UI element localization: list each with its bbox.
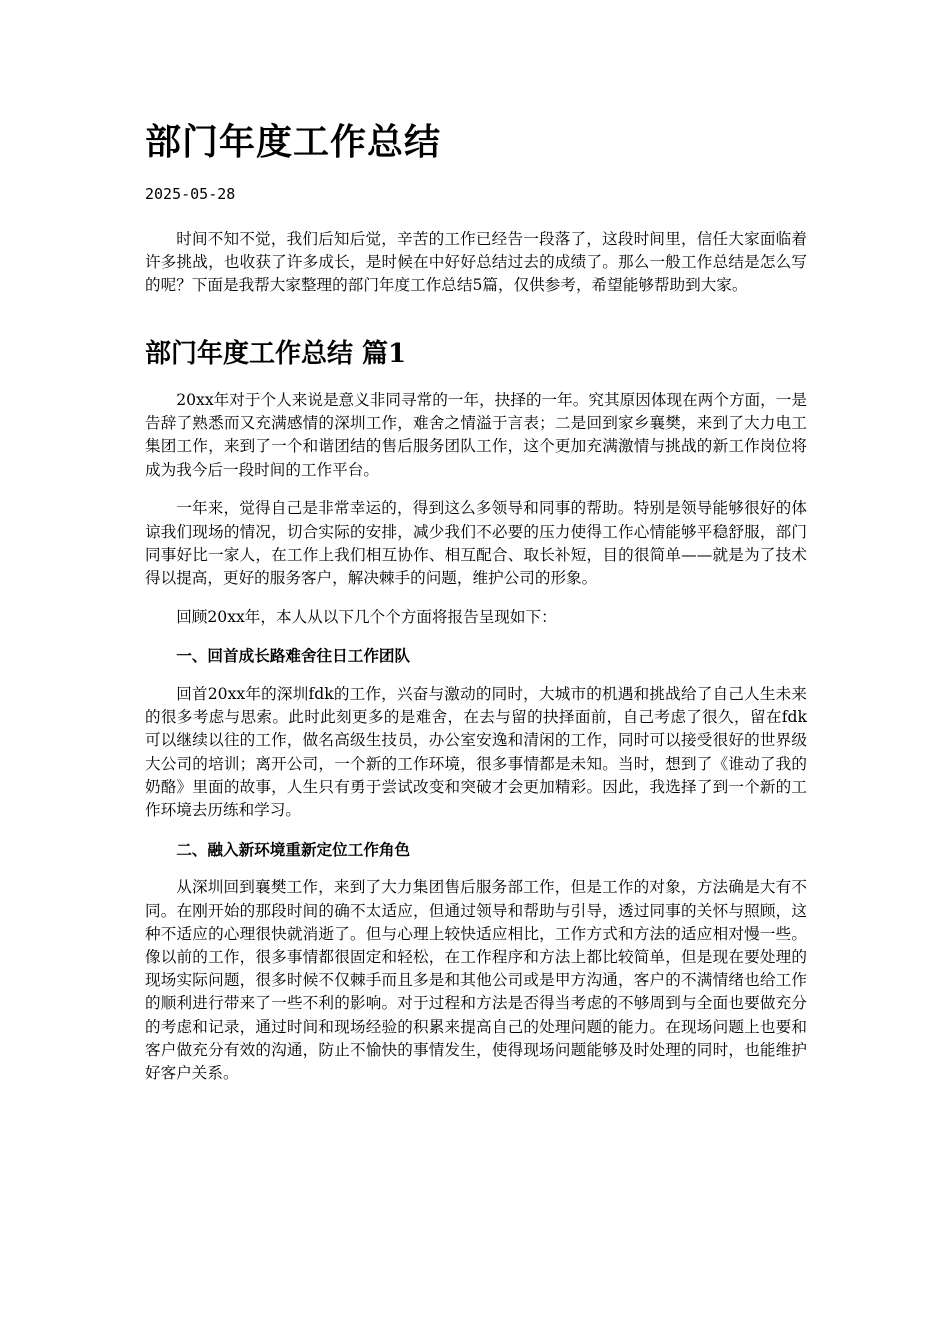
body-paragraph-5: 从深圳回到襄樊工作，来到了大力集团售后服务部工作，但是工作的对象，方法确是大有不同。在刚开始的那段时间的确不太适应，但通过领导和帮助与引导，透过同事的关怀与照顾，这种不适应的心理很快就消逝了。但与心理上较快适应相比，工作方式和方法的适应相对慢一些。像以前的工作，很多事情都很固定和轻松，在工作程序和方法上都比较简单，但是现在要处理的现场实际问题，很多时候不仅棘手而且多是和其他公司或是甲方沟通，客户的不满情绪也给工作的顺利进行带来了一些不利的影响。对于过程和方法是否得当考虑的不够周到与全面也要做充分的考虑和记录，通过时间和现场经验的积累来提高自己的处理问题的能力。在现场问题上也要和客户做充分有效的沟通，防止不愉快的事情发生，使得现场问题能够及时处理的同时，也能维护好客户关系。 — [145, 878, 807, 1083]
body-paragraph-2: 一年来，觉得自己是非常幸运的，得到这么多领导和同事的帮助。特别是领导能够很好的体谅我们现场的情况，切合实际的安排，减少我们不必要的压力使得工作心情能够平稳舒服，部门同事好比一家人，在工作上我们相互协作、相互配合、取长补短，目的很简单——就是为了技术得以提高，更好的服务客户，解决棘手的问题，维护公司的形象。 — [145, 499, 807, 587]
section-title: 部门年度工作总结 篇1 — [145, 339, 407, 369]
body-paragraph-4: 回首20xx年的深圳fdk的工作，兴奋与激动的同时，大城市的机遇和挑战给了自己人生未来的很多考虑与思索。此时此刻更多的是难舍，在去与留的抉择面前，自己考虑了很久，留在fdk可以继续以往的工作，做名高级生技员，办公室安逸和清闲的工作，同时可以接受很好的世界级大公司的培训；离开公司，一个新的工作环境，很多事情都是未知。当时，想到了《谁动了我的奶酪》里面的故事，人生只有勇于尝试改变和突破才会更加精彩。因此，我选择了到一个新的工作环境去历练和学习。 — [145, 685, 807, 820]
section-body — [145, 389, 807, 1101]
intro-paragraph: 时间不知不觉，我们后知后觉，辛苦的工作已经告一段落了，这段时间里，信任大家面临着许多挑战，也收获了许多成长，是时候在中好好总结过去的成绩了。那么一般工作总结是怎么写的呢？下面是我帮大家整理的部门年度工作总结5篇，仅供参考，希望能够帮助到大家。 — [145, 230, 807, 295]
document-title: 部门年度工作总结 — [145, 121, 442, 163]
body-paragraph-1: 20xx年对于个人来说是意义非同寻常的一年，抉择的一年。究其原因体现在两个方面，一是告辞了熟悉而又充满感情的深圳工作，难舍之情溢于言表；二是回到家乡襄樊，来到了大力电工集团工作，来到了一个和谐团结的售后服务团队工作，这个更加充满激情与挑战的新工作岗位将成为我今后一段时间的工作平台。 — [145, 391, 807, 479]
intro-block — [145, 228, 807, 313]
subheading-2: 二、融入新环境重新定位工作角色 — [176, 839, 411, 859]
body-paragraph-3: 回顾20xx年，本人从以下几个个方面将报告呈现如下： — [176, 607, 557, 626]
document-date: 2025-05-28 — [145, 185, 236, 203]
subheading-1: 一、回首成长路难舍往日工作团队 — [176, 646, 411, 666]
